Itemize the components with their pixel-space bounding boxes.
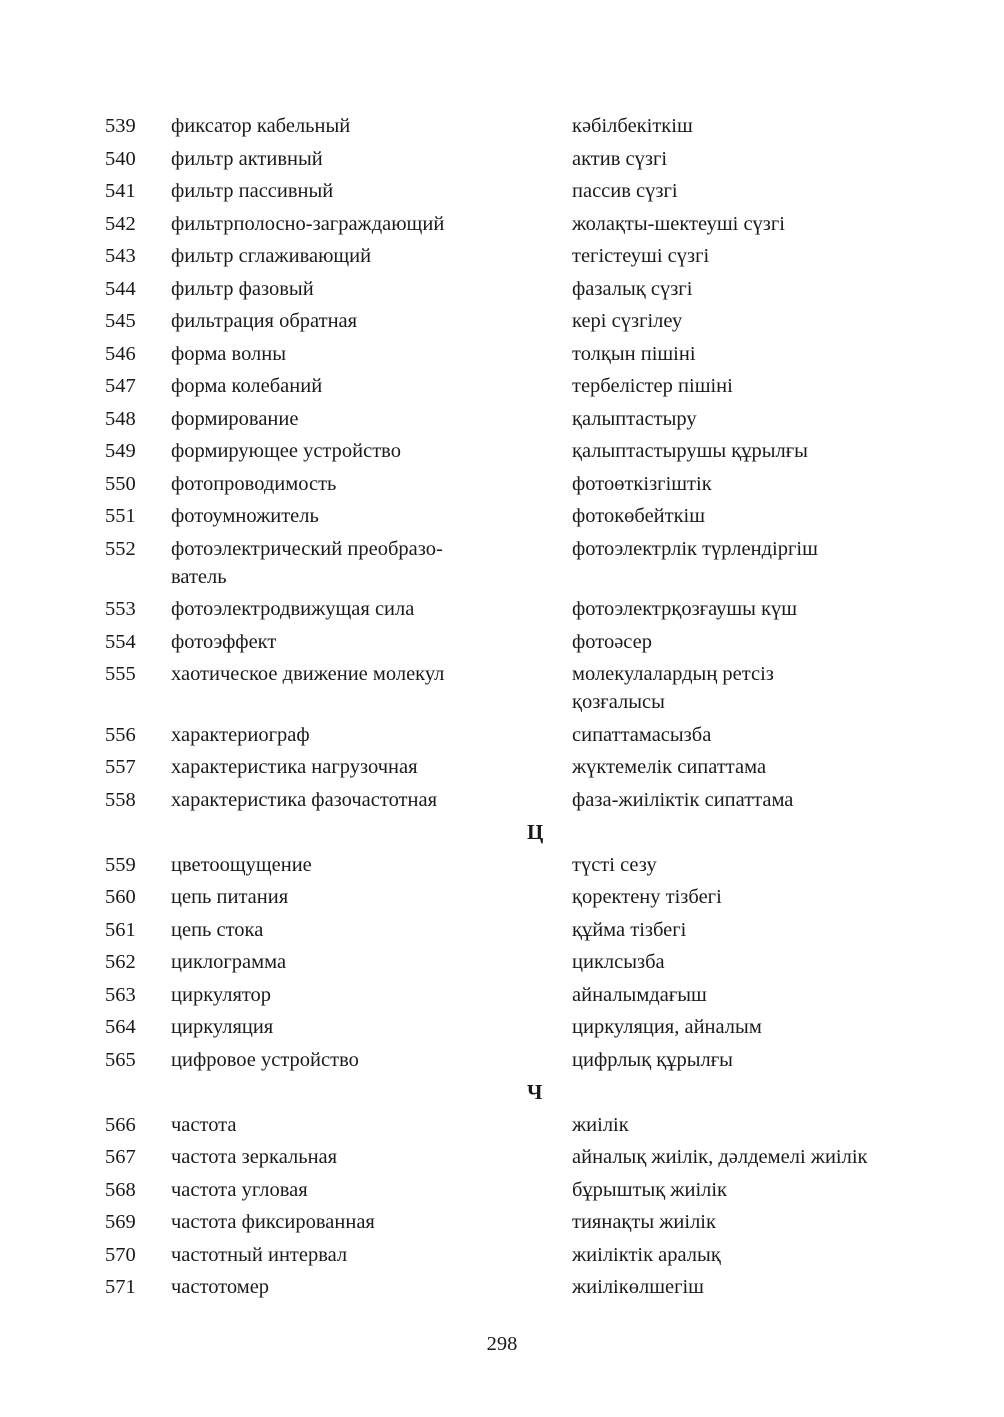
- kazakh-term: айналық жиілік, дәлдемелі жиілік: [572, 1146, 868, 1168]
- kazakh-term: қалыптастырушы құрылғы: [572, 440, 808, 462]
- russian-term: цветоощущение: [171, 853, 312, 876]
- entry-number: 560: [105, 886, 136, 908]
- russian-term: фильтр фазовый: [171, 277, 314, 300]
- kazakh-term: пассив сүзгі: [572, 180, 678, 202]
- russian-term: фильтрполосно-заграждающий: [171, 212, 445, 235]
- section-letter-heading: [0, 1078, 1004, 1110]
- entry-number: 549: [105, 440, 136, 462]
- glossary-entry: [0, 595, 1004, 627]
- entry-number: 553: [105, 598, 136, 620]
- kazakh-term: фотоөткізгіштік: [572, 472, 712, 495]
- russian-term: фотоэлектрический преобразо-: [171, 537, 443, 560]
- entry-number: 546: [105, 342, 136, 365]
- russian-term: фильтр активный: [171, 147, 323, 170]
- glossary-entry: [0, 916, 1004, 948]
- glossary-entry: [0, 1143, 1004, 1175]
- glossary-entry: [0, 242, 1004, 274]
- kazakh-term: жолақты-шектеуші сүзгі: [572, 212, 786, 235]
- entry-number: 548: [105, 407, 136, 430]
- kazakh-term: фотокөбейткіш: [572, 505, 706, 527]
- glossary-entry: [0, 1111, 1004, 1143]
- russian-term: формирование: [171, 407, 299, 430]
- russian-term: фильтрация обратная: [171, 310, 358, 332]
- entry-number: 568: [105, 1178, 136, 1201]
- entry-number: 563: [105, 983, 136, 1006]
- glossary-entry: [0, 1046, 1004, 1078]
- entry-number: 539: [105, 115, 136, 137]
- kazakh-term: қалыптастыру: [572, 407, 697, 430]
- glossary-entry: [0, 372, 1004, 404]
- russian-term: формирующее устройство: [171, 440, 401, 462]
- entry-number: 561: [105, 918, 136, 941]
- russian-term: фиксатор кабельный: [171, 115, 351, 137]
- glossary-entry: [0, 786, 1004, 818]
- kazakh-term: фаза-жиіліктік сипаттама: [572, 788, 794, 811]
- glossary-entry: [0, 981, 1004, 1013]
- russian-term: частотный интервал: [171, 1243, 348, 1266]
- entry-number: 547: [105, 375, 136, 397]
- glossary-entry: [0, 437, 1004, 469]
- entry-number: 556: [105, 723, 136, 746]
- entry-number: 551: [105, 505, 136, 527]
- russian-term: форма колебаний: [171, 375, 323, 397]
- russian-term: фотоумножитель: [171, 505, 319, 527]
- kazakh-term: молекулалардың ретсіз: [572, 663, 774, 685]
- entry-number: 564: [105, 1016, 136, 1038]
- glossary-entry: [0, 883, 1004, 915]
- glossary-entry: [0, 753, 1004, 785]
- entry-number: 542: [105, 212, 136, 235]
- russian-term: фотопроводимость: [171, 472, 337, 495]
- entry-number: 569: [105, 1211, 136, 1233]
- glossary-entry: [0, 210, 1004, 242]
- russian-term: частота зеркальная: [171, 1146, 338, 1168]
- entry-number: 550: [105, 472, 136, 495]
- glossary-entry: [0, 721, 1004, 753]
- kazakh-term: бұрыштық жиілік: [572, 1178, 728, 1201]
- russian-term: цепь питания: [171, 886, 289, 908]
- glossary-entry: [0, 660, 1004, 713]
- kazakh-term: фотоэлектрлік түрлендіргіш: [572, 537, 818, 560]
- glossary-entry: [0, 1013, 1004, 1045]
- kazakh-term: кәбілбекіткіш: [572, 115, 693, 137]
- russian-term: циклограмма: [171, 951, 287, 973]
- glossary-entry: [0, 948, 1004, 980]
- kazakh-term: циклсызба: [572, 951, 665, 973]
- russian-term: частота угловая: [171, 1178, 308, 1201]
- russian-term: цифровое устройство: [171, 1048, 359, 1071]
- kazakh-term: актив сүзгі: [572, 147, 668, 170]
- russian-term: характериограф: [171, 723, 310, 746]
- kazakh-term: циркуляция, айналым: [572, 1016, 762, 1038]
- russian-term: частотомер: [171, 1276, 270, 1298]
- glossary-entry: [0, 851, 1004, 883]
- russian-term: фотоэлектродвижущая сила: [171, 598, 415, 620]
- entry-number: 565: [105, 1048, 136, 1071]
- kazakh-term: жиілікөлшегіш: [572, 1276, 704, 1298]
- entry-number: 544: [105, 277, 136, 300]
- glossary-entry: [0, 307, 1004, 339]
- glossary-entry: [0, 470, 1004, 502]
- kazakh-term-continuation: қозғалысы: [572, 691, 665, 713]
- entry-number: 562: [105, 951, 136, 973]
- glossary-entry: [0, 340, 1004, 372]
- russian-term: циркуляция: [171, 1016, 274, 1038]
- entry-number: 566: [105, 1113, 136, 1136]
- glossary-entry: [0, 177, 1004, 209]
- entry-number: 545: [105, 310, 136, 332]
- russian-term: частота: [171, 1113, 237, 1136]
- entry-number: 558: [105, 788, 136, 811]
- entry-number: 567: [105, 1146, 136, 1168]
- russian-term: фильтр сглаживающий: [171, 245, 372, 267]
- glossary-entry: [0, 1241, 1004, 1273]
- kazakh-term: жиіліктік аралық: [572, 1243, 721, 1266]
- kazakh-term: фазалық сүзгі: [572, 277, 693, 300]
- section-letter-heading: [0, 818, 1004, 850]
- russian-term: цепь стока: [171, 918, 264, 941]
- entry-number: 570: [105, 1243, 136, 1266]
- kazakh-term: цифрлық құрылғы: [572, 1048, 733, 1071]
- section-letter: Ч: [527, 1080, 543, 1104]
- kazakh-term: құйма тізбегі: [572, 918, 687, 941]
- kazakh-term: тиянақты жиілік: [572, 1211, 716, 1233]
- entry-number: 555: [105, 663, 136, 685]
- russian-term: фильтр пассивный: [171, 180, 334, 202]
- entry-number: 540: [105, 147, 136, 170]
- russian-term: циркулятор: [171, 983, 272, 1006]
- entry-number: 543: [105, 245, 136, 267]
- kazakh-term: тегістеуші сүзгі: [572, 245, 710, 267]
- glossary-entry: [0, 628, 1004, 660]
- kazakh-term: қоректену тізбегі: [572, 886, 722, 908]
- kazakh-term: жиілік: [572, 1113, 629, 1136]
- kazakh-term: жүктемелік сипаттама: [572, 756, 767, 778]
- entry-number: 541: [105, 180, 136, 202]
- glossary-entry: [0, 502, 1004, 534]
- russian-term: характеристика нагрузочная: [171, 756, 418, 778]
- kazakh-term: сипаттамасызба: [572, 723, 712, 746]
- glossary-entry: [0, 1273, 1004, 1305]
- kazakh-term: түсті сезу: [572, 853, 657, 876]
- glossary-entry: [0, 1208, 1004, 1240]
- kazakh-term: тербелістер пішіні: [572, 375, 733, 397]
- glossary-entry: [0, 535, 1004, 588]
- kazakh-term: айналымдағыш: [572, 983, 707, 1006]
- russian-term: характеристика фазочастотная: [171, 788, 438, 811]
- kazakh-term: фотоәсер: [572, 630, 652, 653]
- glossary-entry: [0, 1176, 1004, 1208]
- kazakh-term: кері сүзгілеу: [572, 310, 683, 332]
- section-letter: Ц: [527, 820, 544, 844]
- russian-term: фотоэффект: [171, 630, 277, 653]
- glossary-entry: [0, 112, 1004, 144]
- page-number: 298: [486, 1333, 518, 1355]
- kazakh-term: толқын пішіні: [572, 342, 696, 365]
- glossary-entry: [0, 275, 1004, 307]
- russian-term: хаотическое движение молекул: [171, 663, 445, 685]
- glossary-entry: [0, 145, 1004, 177]
- russian-term: частота фиксированная: [171, 1211, 375, 1233]
- entry-number: 557: [105, 756, 136, 778]
- entry-number: 552: [105, 537, 136, 560]
- entry-number: 559: [105, 853, 136, 876]
- kazakh-term: фотоэлектрқозғаушы күш: [572, 598, 798, 620]
- entry-number: 571: [105, 1276, 136, 1298]
- entry-number: 554: [105, 630, 136, 653]
- glossary-entry: [0, 405, 1004, 437]
- russian-term: форма волны: [171, 342, 287, 365]
- russian-term-continuation: ватель: [171, 565, 227, 588]
